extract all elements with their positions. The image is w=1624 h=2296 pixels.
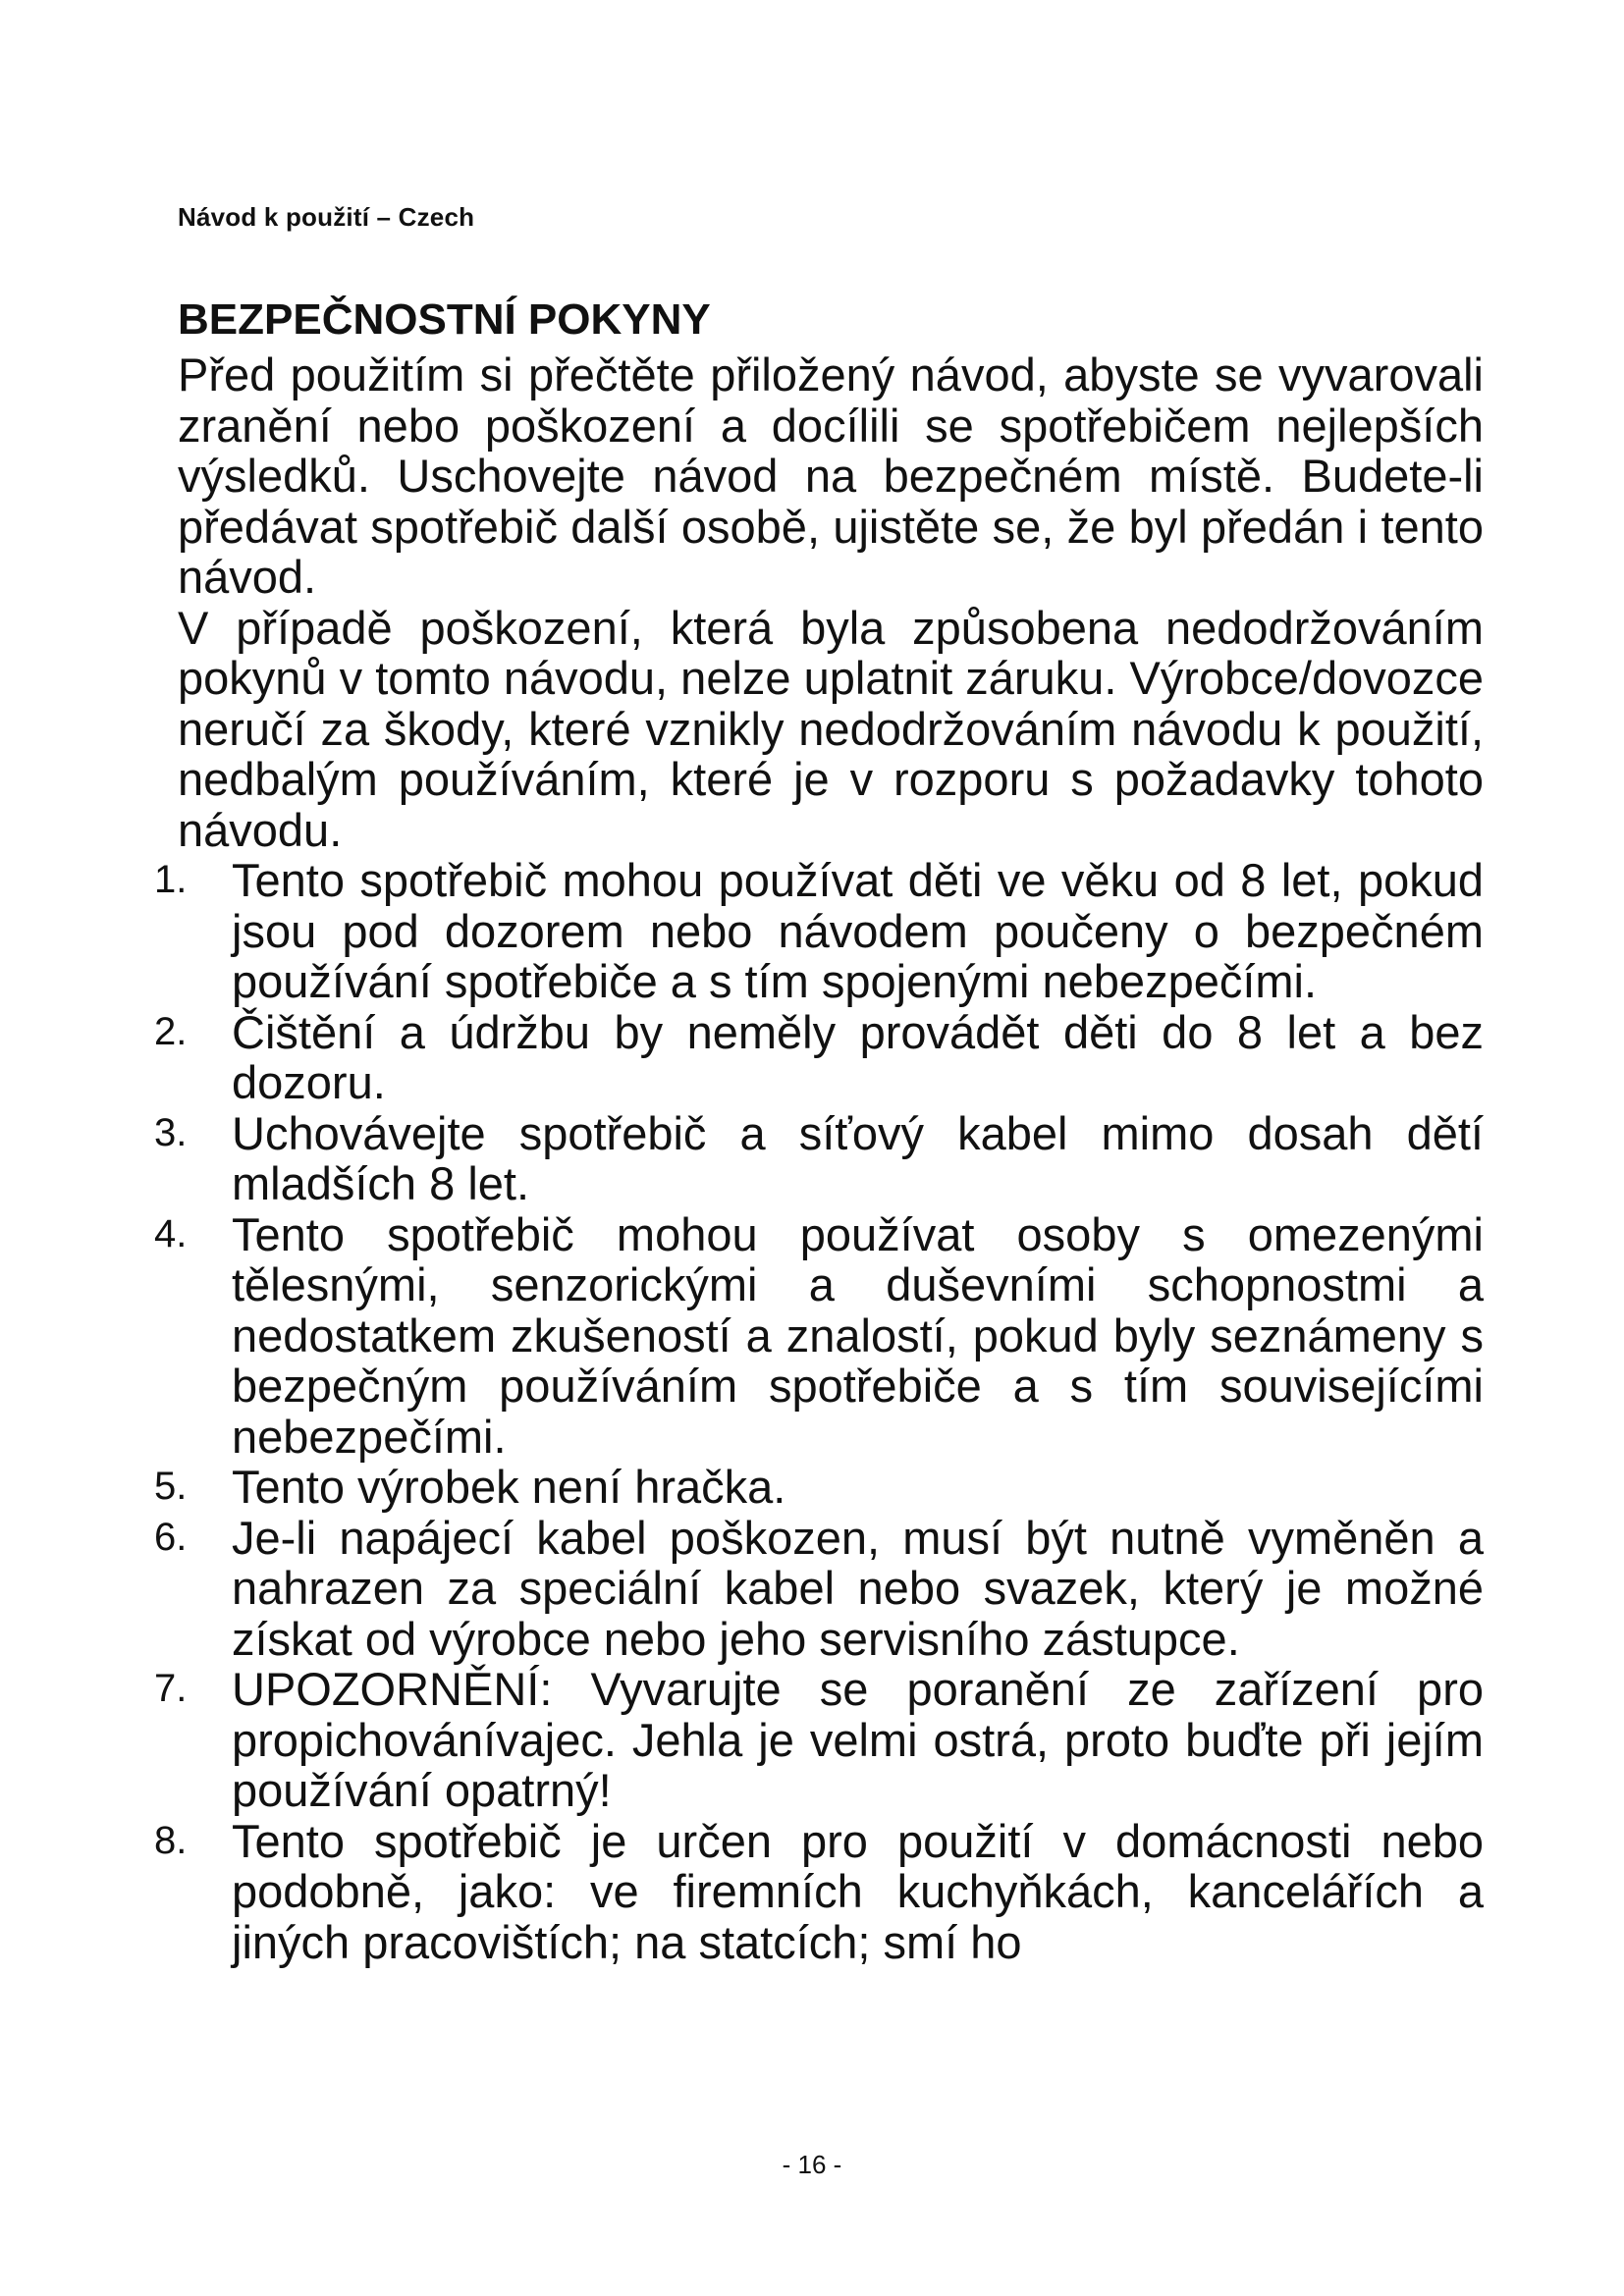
list-item bbox=[154, 1663, 1484, 1816]
list-item-number: 2. bbox=[154, 1009, 188, 1053]
list-item bbox=[154, 1106, 1484, 1209]
safety-section bbox=[154, 294, 1484, 1968]
safety-instructions-list bbox=[154, 854, 1484, 1968]
list-item-text: Tento spotřebič mohou používat děti ve věku od 8 let, pokud jsou pod dozorem nebo návodem poučeny o bezpečném používání spotřebiče a s tím spojenými nebezpečími. bbox=[232, 854, 1484, 1007]
list-item-number: 5. bbox=[154, 1465, 188, 1508]
list-item-text: Tento spotřebič mohou používat osoby s omezenými tělesnými, senzorickými a duševními schopnostmi a nedostatkem zkušeností a znalostí, pokud byly seznámeny s bezpečným používáním spotřebiče a s tím souvisejícími nebezpečími. bbox=[232, 1207, 1484, 1463]
list-item bbox=[154, 1461, 1484, 1513]
intro-paragraph: Před použitím si přečtěte přiložený návod, abyste se vyvarovali zranění nebo poškození a docílili se spotřebičem nejlepších výsledků. Uschovejte návod na bezpečném místě. Budete-li předávat spotřebič další osobě, ujistěte se, že byl předán i tento návod. bbox=[178, 348, 1484, 603]
list-item-number: 4. bbox=[154, 1211, 188, 1255]
section-title: BEZPEČNOSTNÍ POKYNY bbox=[178, 295, 711, 344]
running-header: Návod k použití – Czech bbox=[178, 202, 475, 232]
list-item-number: 6. bbox=[154, 1515, 188, 1559]
list-item-number: 3. bbox=[154, 1110, 188, 1154]
list-item-text: Je-li napájecí kabel poškozen, musí být nutně vyměněn a nahrazen za speciální kabel nebo svazek, který je možné získat od výrobce nebo jeho servisního zástupce. bbox=[232, 1511, 1484, 1665]
list-item-number: 8. bbox=[154, 1818, 188, 1862]
list-item-number: 7. bbox=[154, 1667, 188, 1710]
list-item-text: UPOZORNĚNÍ: Vyvarujte se poranění ze zařízení pro propichovánívajec. Jehla je velmi ostrá, proto buďte při jejím používání opatrný! bbox=[232, 1663, 1484, 1816]
list-item-text: Tento výrobek není hračka. bbox=[232, 1461, 786, 1513]
list-item-number: 1. bbox=[154, 858, 188, 901]
list-item-text: Čištění a údržbu by neměly provádět děti do 8 let a bez dozoru. bbox=[232, 1005, 1484, 1108]
page-number: - 16 - bbox=[782, 2150, 842, 2179]
warranty-paragraph: V případě poškození, která byla způsobena nedodržováním pokynů v tomto návodu, nelze uplatnit záruku. Výrobce/dovozce neručí za škody, které vznikly nedodržováním návodu k použití, nedbalým používáním, které je v rozporu s požadavky tohoto návodu. bbox=[178, 601, 1484, 856]
list-item-text: Tento spotřebič je určen pro použití v domácnosti nebo podobně, jako: ve firemních kuchyňkách, kancelářích a jiných pracovištích; na statcích; smí ho bbox=[232, 1814, 1484, 1968]
list-item bbox=[154, 1814, 1484, 1968]
list-item bbox=[154, 1207, 1484, 1463]
list-item bbox=[154, 854, 1484, 1007]
list-item-text: Uchovávejte spotřebič a síťový kabel mimo dosah dětí mladších 8 let. bbox=[232, 1106, 1484, 1209]
list-item bbox=[154, 1511, 1484, 1665]
list-item bbox=[154, 1005, 1484, 1108]
